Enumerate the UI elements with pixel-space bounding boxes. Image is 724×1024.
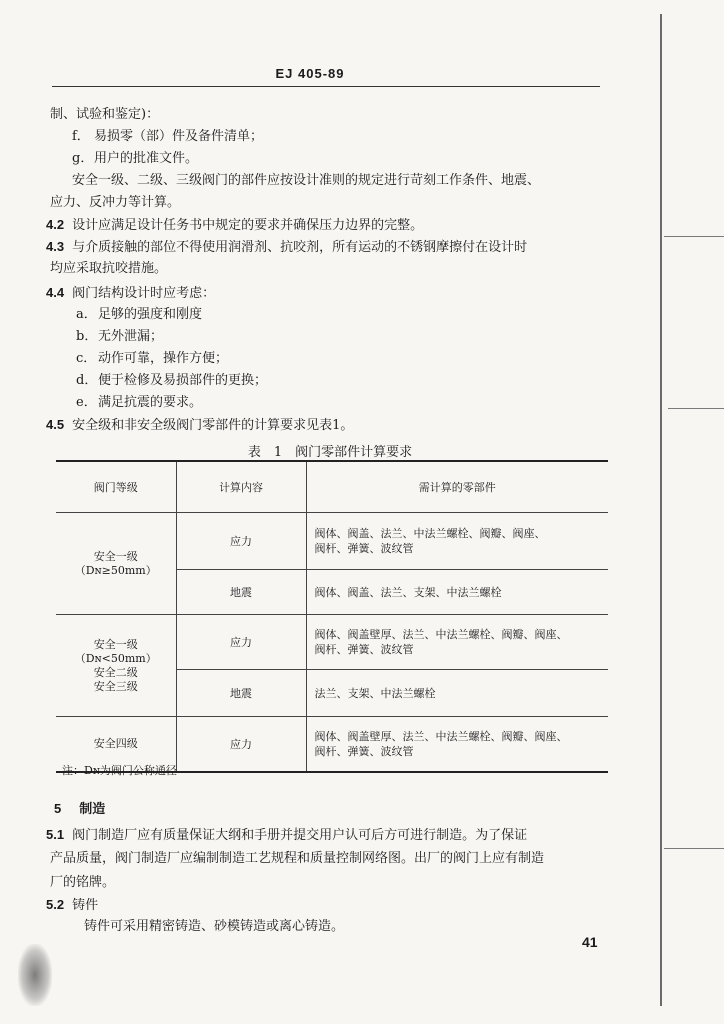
binding-edge xyxy=(660,14,662,1006)
text-line: 制、试验和鉴定)： xyxy=(50,107,160,122)
list-label: g． xyxy=(72,151,94,166)
column-header: 需计算的零部件 xyxy=(306,461,608,513)
list-label: f． xyxy=(72,129,90,144)
column-header: 计算内容 xyxy=(176,461,306,513)
grade-cell: 安全四级 xyxy=(56,717,176,773)
grade-line: 安全一级 xyxy=(93,549,138,563)
list-text: 无外泄漏； xyxy=(98,329,164,344)
list-item-f xyxy=(72,128,263,146)
parts-line: 阀杆、弹簧、波纹管 xyxy=(314,745,414,758)
page-number: 41 xyxy=(582,934,598,950)
parts-cell: 法兰、支架、中法兰螺栓 xyxy=(306,670,608,717)
clause-text: 与介质接触的部位不得使用润滑剂、抗咬剂，所有运动的不锈钢摩擦付在设计时 xyxy=(72,240,528,255)
calc-cell: 地震 xyxy=(176,670,306,717)
clause-text: 阀门结构设计时应考虑： xyxy=(72,286,216,301)
table-caption: 表 1 阀门零部件计算要求 xyxy=(247,445,413,460)
parts-cell xyxy=(306,615,608,670)
table-note: 注：Dɴ为阀门公称通径 xyxy=(62,764,177,777)
table-header-row xyxy=(56,461,608,513)
clause-number: 5.2 xyxy=(46,897,65,912)
valve-calculation-table xyxy=(56,460,608,773)
list-item-b xyxy=(76,328,163,346)
list-item-g xyxy=(72,150,198,168)
clause-text: 阀门制造厂应有质量保证大纲和手册并提交用户认可后方可进行制造。为了保证 xyxy=(72,828,528,843)
clause-4-3 xyxy=(46,238,527,257)
parts-line: 阀体、阀盖壁厚、法兰、中法兰螺栓、阀瓣、阀座、 xyxy=(314,628,568,641)
parts-line: 阀杆、弹簧、波纹管 xyxy=(314,542,414,555)
clause-5-1 xyxy=(46,826,527,845)
grade-line: （Dɴ<50mm） xyxy=(74,651,157,665)
clause-number: 5.1 xyxy=(46,827,65,842)
list-label: c． xyxy=(76,351,97,366)
parts-cell xyxy=(306,513,608,570)
clause-4-4 xyxy=(46,284,215,303)
scan-smudge xyxy=(18,944,52,1006)
parts-cell: 阀体、阀盖、法兰、支架、中法兰螺栓 xyxy=(306,570,608,615)
clause-text: 安全级和非安全级阀门零部件的计算要求见表1。 xyxy=(72,418,354,433)
list-text: 足够的强度和刚度 xyxy=(98,307,203,322)
clause-text: 设计应满足设计任务书中规定的要求并确保压力边界的完整。 xyxy=(72,218,424,233)
list-text: 满足抗震的要求。 xyxy=(98,395,203,410)
section-5-heading xyxy=(54,800,105,818)
document-header: EJ 405-89 xyxy=(275,66,345,81)
text-line: 厂的铭牌。 xyxy=(50,875,116,890)
clause-title: 铸件 xyxy=(72,898,99,913)
list-text: 易损零（部）件及备件清单； xyxy=(94,129,264,144)
calc-cell: 应力 xyxy=(176,513,306,570)
margin-mark xyxy=(664,236,724,237)
parts-line: 阀体、阀盖、法兰、中法兰螺栓、阀瓣、阀座、 xyxy=(314,527,546,540)
grade-line: 安全一级 xyxy=(93,637,138,651)
column-header: 阀门等级 xyxy=(56,461,176,513)
parts-line: 阀杆、弹簧、波纹管 xyxy=(314,643,414,656)
list-item-c xyxy=(76,350,228,368)
section-title: 制造 xyxy=(79,801,106,816)
list-label: d． xyxy=(76,373,98,388)
clause-4-5 xyxy=(46,416,353,435)
grade-line: （Dɴ≥50mm） xyxy=(74,563,157,577)
calc-cell: 应力 xyxy=(176,717,306,773)
table-row xyxy=(56,615,608,670)
margin-mark xyxy=(664,848,724,849)
text-line: 安全一级、二级、三级阀门的部件应按设计准则的规定进行苛刻工作条件、地震、 xyxy=(72,173,541,188)
clause-number: 4.5 xyxy=(46,417,65,432)
section-number: 5 xyxy=(54,801,62,816)
list-text: 便于检修及易损部件的更换； xyxy=(98,373,268,388)
text-line: 铸件可采用精密铸造、砂模铸造或离心铸造。 xyxy=(84,919,345,934)
list-item-d xyxy=(76,372,267,390)
margin-mark xyxy=(668,408,724,409)
list-text: 动作可靠，操作方便； xyxy=(98,351,229,366)
grade-cell xyxy=(56,513,176,615)
list-item-e xyxy=(76,394,202,412)
list-text: 用户的批准文件。 xyxy=(94,151,199,166)
table-row xyxy=(56,513,608,570)
list-item-a xyxy=(76,306,202,324)
parts-line: 阀体、阀盖壁厚、法兰、中法兰螺栓、阀瓣、阀座、 xyxy=(314,730,568,743)
text-line: 均应采取抗咬措施。 xyxy=(50,261,168,276)
clause-5-2 xyxy=(46,896,98,915)
header-rule xyxy=(52,86,600,87)
clause-number: 4.2 xyxy=(46,217,65,232)
list-label: b． xyxy=(76,329,98,344)
clause-4-2 xyxy=(46,216,423,235)
grade-line: 安全三级 xyxy=(93,679,138,693)
text-line: 产品质量，阀门制造厂应编制制造工艺规程和质量控制网络图。出厂的阀门上应有制造 xyxy=(50,851,545,866)
grade-cell xyxy=(56,615,176,717)
clause-number: 4.4 xyxy=(46,285,65,300)
text-line: 应力、反冲力等计算。 xyxy=(50,195,181,210)
calc-cell: 应力 xyxy=(176,615,306,670)
parts-cell xyxy=(306,717,608,773)
list-label: a． xyxy=(76,307,97,322)
list-label: e． xyxy=(76,395,97,410)
grade-line: 安全二级 xyxy=(93,665,138,679)
clause-number: 4.3 xyxy=(46,239,65,254)
calc-cell: 地震 xyxy=(176,570,306,615)
